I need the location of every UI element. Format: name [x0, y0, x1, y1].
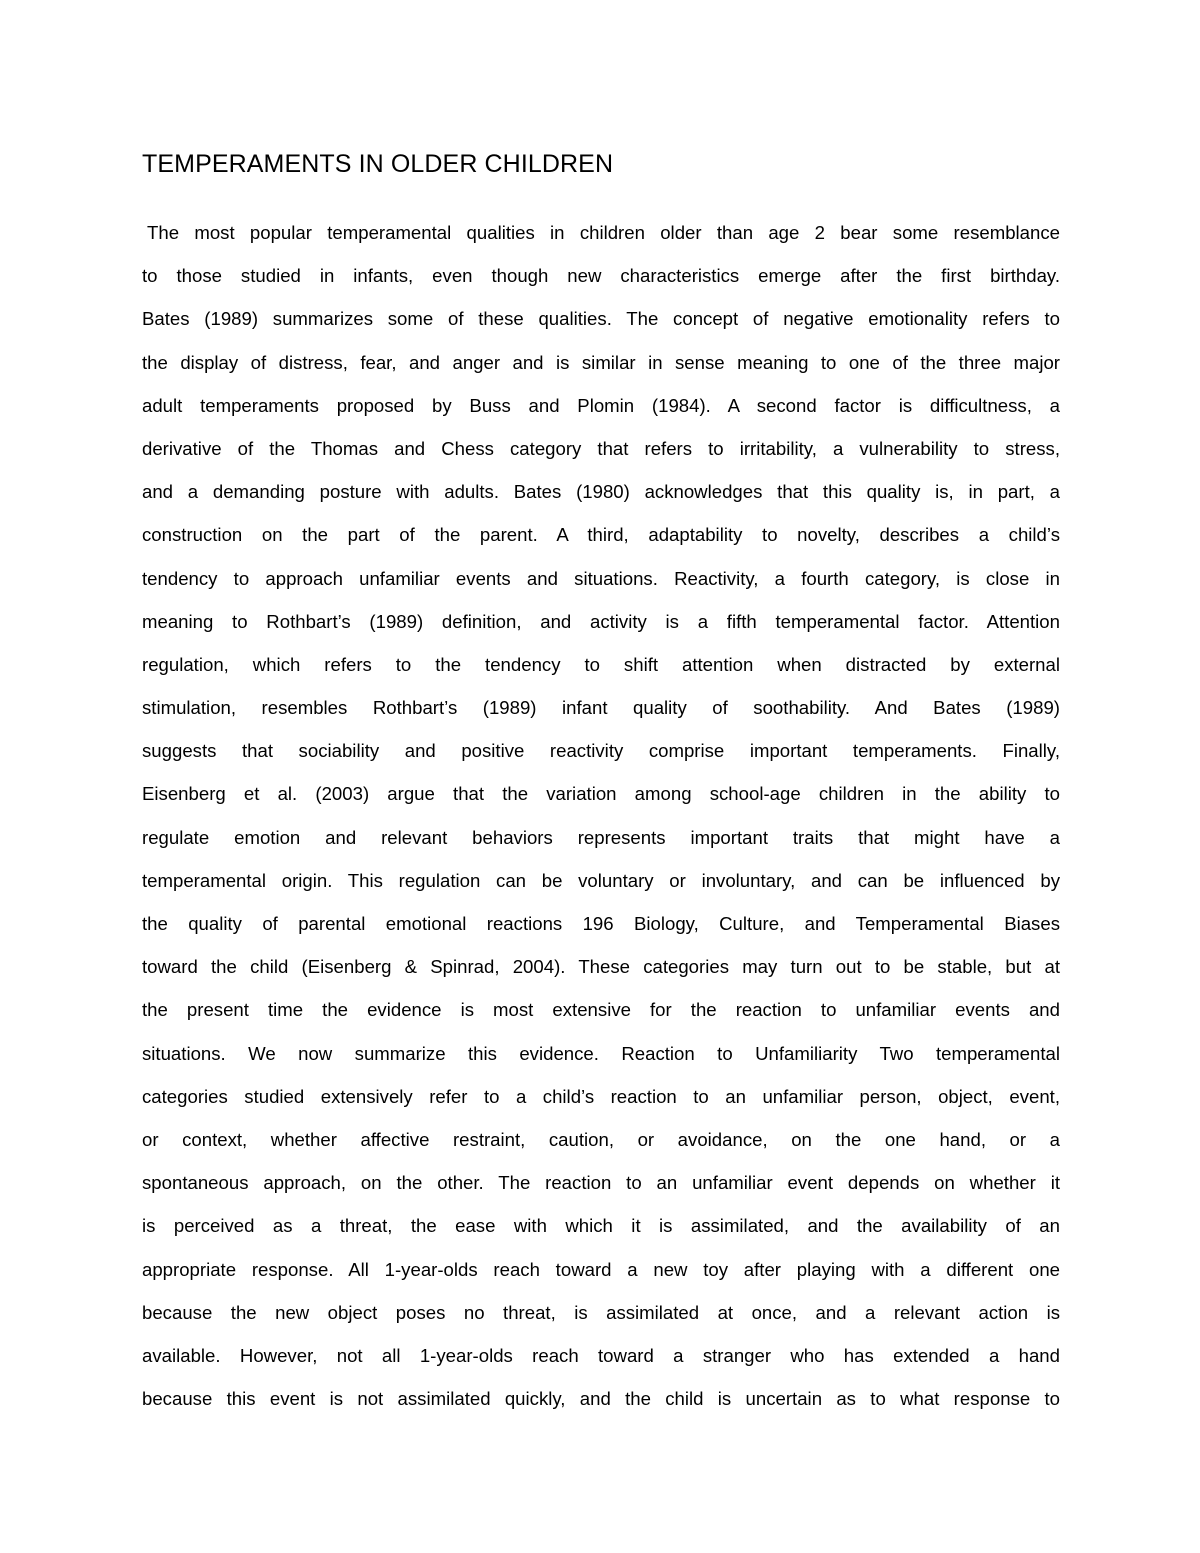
text-line: toward the child (Eisenberg & Spinrad, 2004). These categories may turn out to be stable, but at	[142, 956, 1060, 978]
text-line: situations. We now summarize this evidence. Reaction to Unfamiliarity Two temperamental	[142, 1042, 1060, 1064]
text-line: or context, whether affective restraint, caution, or avoidance, on the one hand, or a	[142, 1128, 1060, 1150]
text-line: stimulation, resembles Rothbart’s (1989) infant quality of soothability. And Bates (1989)	[142, 697, 1060, 719]
text-line: The most popular temperamental qualities in children older than age 2 bear some resemblance	[147, 222, 1060, 243]
text-line: categories studied extensively refer to a child’s reaction to an unfamiliar person, object, event,	[142, 1085, 1060, 1107]
text-line: appropriate response. All 1-year-olds reach toward a new toy after playing with a different one	[142, 1258, 1060, 1280]
text-line: spontaneous approach, on the other. The reaction to an unfamiliar event depends on whether it	[142, 1172, 1060, 1194]
text-line: and a demanding posture with adults. Bates (1980) acknowledges that this quality is, in part, a	[142, 481, 1060, 503]
text-line: adult temperaments proposed by Buss and Plomin (1984). A second factor is difficultness, a	[142, 394, 1060, 416]
text-line: derivative of the Thomas and Chess category that refers to irritability, a vulnerability to stress,	[142, 437, 1060, 459]
body-paragraph	[142, 211, 1060, 1420]
text-line: suggests that sociability and positive reactivity comprise important temperaments. Finally,	[142, 740, 1060, 762]
text-line: temperamental origin. This regulation can be voluntary or involuntary, and can be influenced by	[142, 869, 1060, 891]
text-line: regulate emotion and relevant behaviors represents important traits that might have a	[142, 826, 1060, 848]
text-line: meaning to Rothbart’s (1989) definition, and activity is a fifth temperamental factor. Attention	[142, 610, 1060, 632]
text-line: the present time the evidence is most extensive for the reaction to unfamiliar events and	[142, 999, 1060, 1021]
text-line: the display of distress, fear, and anger and is similar in sense meaning to one of the three major	[142, 351, 1060, 373]
text-line: tendency to approach unfamiliar events and situations. Reactivity, a fourth category, is close in	[142, 567, 1060, 589]
text-line: construction on the part of the parent. A third, adaptability to novelty, describes a child’s	[142, 524, 1060, 546]
text-line: regulation, which refers to the tendency to shift attention when distracted by external	[142, 653, 1060, 675]
text-line: because the new object poses no threat, is assimilated at once, and a relevant action is	[142, 1301, 1060, 1323]
text-line: Eisenberg et al. (2003) argue that the variation among school-age children in the ability to	[142, 783, 1060, 805]
text-line: to those studied in infants, even though new characteristics emerge after the first birthday.	[142, 265, 1060, 287]
text-line: available. However, not all 1-year-olds reach toward a stranger who has extended a hand	[142, 1344, 1060, 1366]
text-line: the quality of parental emotional reactions 196 Biology, Culture, and Temperamental Biases	[142, 913, 1060, 934]
text-line: because this event is not assimilated quickly, and the child is uncertain as to what response to	[142, 1388, 1060, 1410]
document-title: TEMPERAMENTS IN OLDER CHILDREN	[142, 150, 614, 178]
text-line: is perceived as a threat, the ease with which it is assimilated, and the availability of an	[142, 1215, 1060, 1237]
text-line: Bates (1989) summarizes some of these qualities. The concept of negative emotionality refers to	[142, 308, 1060, 330]
